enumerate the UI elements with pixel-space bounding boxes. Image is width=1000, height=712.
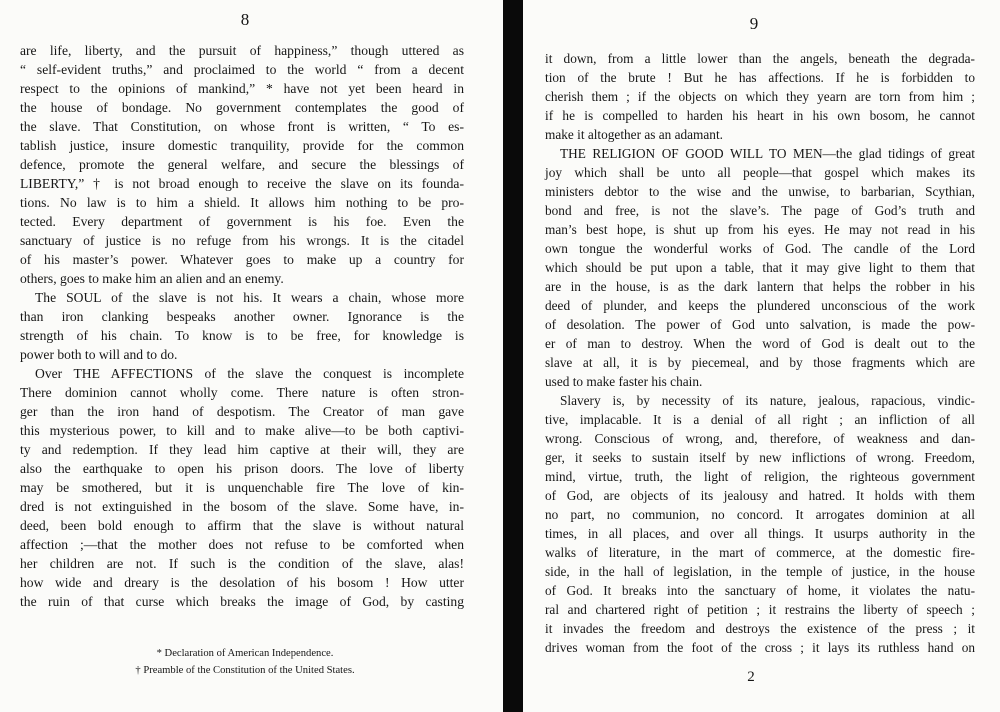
text-line: joy which shall be unto all people—that gospel which makes its <box>545 165 975 180</box>
text-line: tion of the brute ! But he has affections. If he is forbidden to <box>545 70 975 85</box>
text-line: walks of literature, in the mart of commerce, at the domestic fire- <box>545 545 975 560</box>
text-line: of God. It breaks into the sanctuary of home, it violates the natu- <box>545 583 975 598</box>
text-line: ral and chartered right of petition ; it restrains the liberty of speech ; <box>545 602 975 617</box>
text-line: sanctuary of justice is no refuge from his wrongs. It is the citadel <box>20 233 464 248</box>
footnote: * Declaration of American Independence. <box>156 648 334 659</box>
text-line: are in the house, is as the dark lantern that helps the robber in his <box>545 279 975 294</box>
text-line: may be smothered, but it is unquenchable fire The love of kin- <box>20 480 464 495</box>
text-line: this mysterious power, to kill and to make alive—to be both captivi- <box>20 423 464 438</box>
text-line: man’s best hope, is shut up from his eyes. He may not read in his <box>545 222 975 237</box>
text-line: slave at all, it is by piecemeal, and by those fragments which are <box>545 355 975 370</box>
text-line: bond and free, is not the slave’s. The page of God’s truth and <box>545 203 975 218</box>
text-line: deed, been bold enough to affirm that the slave is without natural <box>20 518 464 533</box>
text-line: LIBERTY,” † is not broad enough to receive the slave on its founda- <box>20 176 464 191</box>
footnote: † Preamble of the Constitution of the United States. <box>135 665 355 676</box>
right-page-text <box>545 49 975 657</box>
text-line: tected. Every department of government is his foe. Even the <box>20 214 464 229</box>
text-line: deed of plunder, and keeps the plundered unconscious of the work <box>545 298 975 313</box>
text-line: the ruin of that curse which breaks the image of God, by casting <box>20 594 464 609</box>
text-line: defence, promote the general welfare, and secure the blessings of <box>20 157 464 172</box>
text-line: her children are not. If such is the condition of the slave, alas! <box>20 556 464 571</box>
page-number: 8 <box>240 10 250 29</box>
text-line: others, goes to make him an alien and an enemy. <box>20 271 284 286</box>
text-line: of God, are objects of its jealousy and hatred. It holds with them <box>545 488 975 503</box>
text-line: than iron clanking bespeaks another owner. Ignorance is the <box>20 309 464 324</box>
text-line: how wide and dreary is the desolation of his bosom ! How utter <box>20 575 464 590</box>
text-line: er of man to destroy. When the word of God is dealt out to the <box>545 336 975 351</box>
text-line: The SOUL of the slave is not his. It wears a chain, whose more <box>35 290 464 305</box>
text-line: used to make faster his chain. <box>545 374 703 389</box>
left-page-text <box>20 41 464 611</box>
text-line: wrong. Conscious of wrong, and, therefore, of weakness and dan- <box>545 431 975 446</box>
text-line: no part, no communion, no concord. It arrogates dominion at all <box>545 507 975 522</box>
text-line: ministers debtor to the wise and the unwise, to barbarian, Scythian, <box>545 184 975 199</box>
right-page <box>523 0 1000 712</box>
text-line: ty and redemption. If they lead him captive at their will, they are <box>20 442 464 457</box>
text-line: own tongue the wonderful works of God. The candle of the Lord <box>545 241 975 256</box>
text-line: times, in all places, and over all things. It usurps authority in the <box>545 526 975 541</box>
text-line: strength of his chain. To know is to be free, for knowledge is <box>20 328 464 343</box>
text-line: power both to will and to do. <box>20 347 178 362</box>
text-line: the slave. That Constitution, on whose front is written, “ To es- <box>20 119 464 134</box>
text-line: “ self-evident truths,” and proclaimed to the world “ from a decent <box>20 62 464 77</box>
text-line: it invades the freedom and destroys the existence of the press ; it <box>545 621 975 636</box>
text-line: also the earthquake to open his prison doors. The love of liberty <box>20 461 464 476</box>
text-line: respect to the opinions of mankind,” * have not yet been heard in <box>20 81 464 96</box>
text-line: if he is compelled to harden his heart in his own bosom, he cannot <box>545 108 975 123</box>
signature-mark: 2 <box>747 669 755 685</box>
text-line: drives woman from the foot of the cross ; it lays its ruthless hand on <box>545 640 975 655</box>
text-line: mind, virtue, truth, the light of religion, the righteous government <box>545 469 975 484</box>
text-line: Slavery is, by necessity of its nature, jealous, rapacious, vindic- <box>560 393 975 408</box>
text-line: ger, it seeks to sustain itself by new inflictions of wrong. Freedom, <box>545 450 975 465</box>
text-line: tive, implacable. It is a denial of all right ; an infliction of all <box>545 412 975 427</box>
text-line: ger than the iron hand of despotism. The Creator of man gave <box>20 404 464 419</box>
text-line: it down, from a little lower than the angels, beneath the degrada- <box>545 51 975 66</box>
text-line: dred is not extinguished in the bosom of the slave. Some have, in- <box>20 499 464 514</box>
text-line: which should be put upon a table, that it may give light to them that <box>545 260 975 275</box>
text-line: THE RELIGION OF GOOD WILL TO MEN—the glad tidings of great <box>560 146 975 161</box>
text-line: tablish justice, insure domestic tranquility, provide for the common <box>20 138 464 153</box>
book-gutter <box>503 0 523 712</box>
text-line: Over THE AFFECTIONS of the slave the conquest is incomplete <box>35 366 464 381</box>
text-line: There dominion cannot wholly come. There nature is often stron- <box>20 385 464 400</box>
text-line: make it altogether as an adamant. <box>545 127 723 142</box>
text-line: cherish them ; if the objects on which they yearn are torn from him ; <box>545 89 975 104</box>
footnotes <box>40 645 450 679</box>
text-line: the house of bondage. No government contemplates the good of <box>20 100 464 115</box>
text-line: of his master’s power. Whatever goes to make up a country for <box>20 252 464 267</box>
text-line: tions. No law is to him a shield. It allows him nothing to be pro- <box>20 195 464 210</box>
text-line: are life, liberty, and the pursuit of happiness,” though uttered as <box>20 43 464 58</box>
text-line: affection ;—that the mother does not refuse to be comforted when <box>20 537 464 552</box>
text-line: side, in the hall of legislation, in the temple of justice, in the house <box>545 564 975 579</box>
text-line: of desolation. The power of God unto salvation, is made the pow- <box>545 317 975 332</box>
page-number: 9 <box>749 14 759 33</box>
